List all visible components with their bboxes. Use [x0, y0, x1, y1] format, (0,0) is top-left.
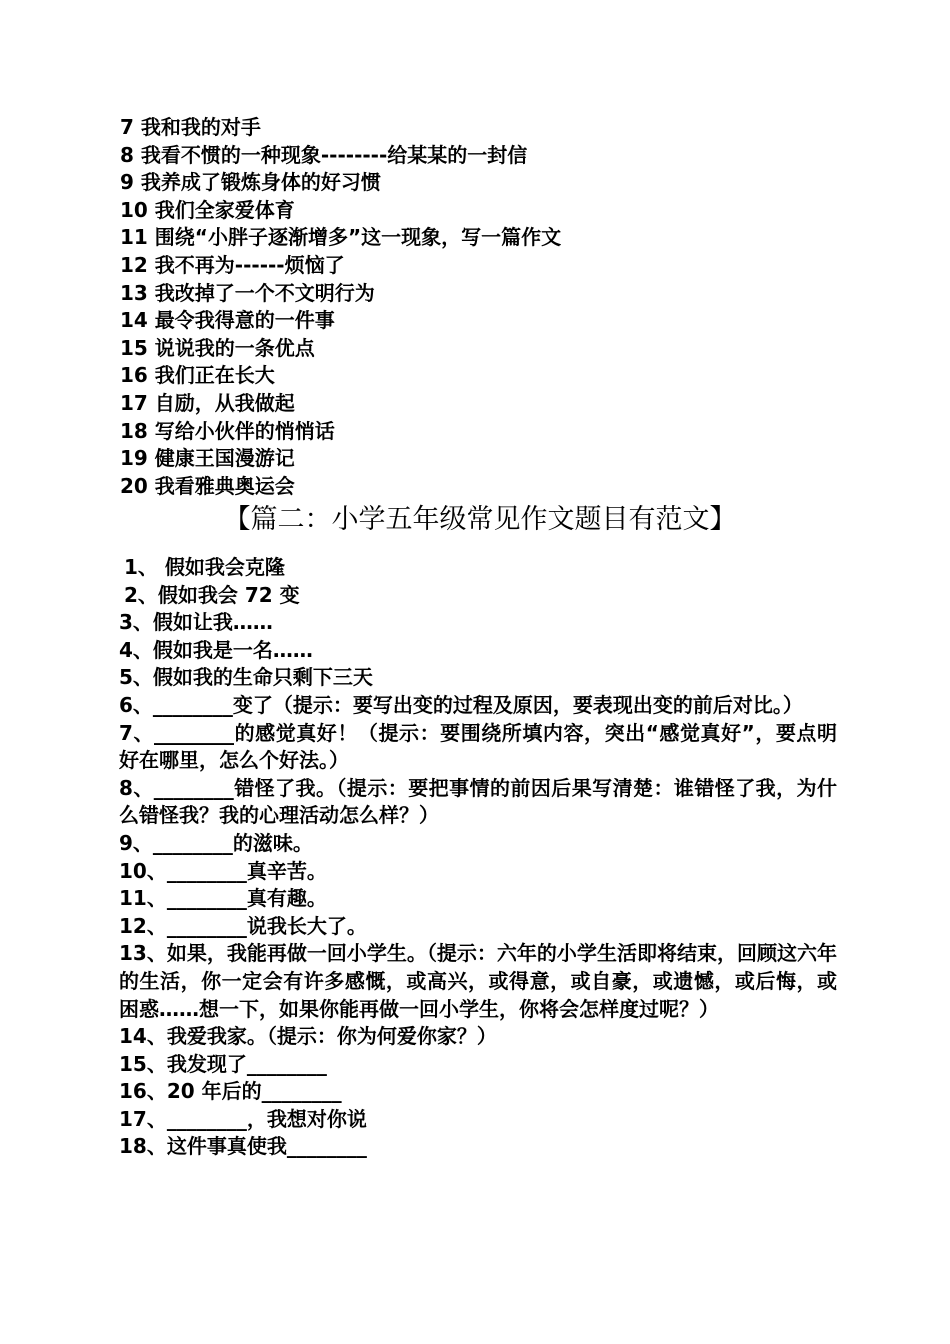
list-item: 17 自励，从我做起 — [120, 390, 295, 415]
list-item: 1、 假如我会克隆 — [124, 555, 285, 579]
list-item: 19 健康王国漫游记 — [120, 446, 295, 471]
list-item: 12、________说我长大了。 — [119, 913, 367, 938]
list-item: 18 写给小伙伴的悄悄话 — [120, 418, 335, 443]
list-item: 2、假如我会 72 变 — [124, 582, 300, 607]
list-item: 10 我们全家爱体育 — [120, 197, 295, 222]
list-item: 5、假如我的生命只剩下三天 — [119, 665, 373, 690]
list-item: 13 我改掉了一个不文明行为 — [120, 280, 375, 305]
list-item: 15 说说我的一条优点 — [120, 335, 315, 360]
list-item: 11 围绕“小胖子逐渐增多”这一现象，写一篇作文 — [120, 225, 562, 250]
list-item: 6、________变了（提示：要写出变的过程及原因，要表现出变的前后对比。） — [119, 692, 803, 717]
list-item: 16 我们正在长大 — [120, 363, 275, 388]
list-item: 9、________的滋味。 — [119, 830, 313, 855]
topic-list — [120, 114, 840, 500]
list-item: 13、如果，我能再做一回小学生。（提示：六年的小学生活即将结束，回顾这六年的生活，你一定会有许多感慨，或高兴，或得意，或自豪，或遗憾，或后悔，或困惑……想一下，如果你能再做一回小学生，你将会怎样度过呢？） — [119, 941, 837, 1021]
list-item: 12 我不再为------烦恼了 — [120, 252, 345, 277]
section-title: 【篇二：小学五年级常见作文题目有范文】 — [223, 504, 737, 535]
list-item: 10、________真辛苦。 — [119, 858, 327, 883]
list-item: 20 我看雅典奥运会 — [120, 473, 295, 498]
list-item: 18、这件事真使我________ — [119, 1134, 367, 1159]
list-item: 8、________错怪了我。（提示：要把事情的前因后果写清楚：谁错怪了我，为什么错怪我？我的心理活动怎么样？） — [119, 775, 837, 828]
list-item: 4、假如我是一名…… — [119, 637, 313, 662]
list-item: 7 我和我的对手 — [120, 115, 261, 139]
list-item: 7、________的感觉真好！（提示：要围绕所填内容，突出“感觉真好”，要点明好在哪里，怎么个好法。） — [119, 720, 837, 773]
list-item: 14、我爱我家。（提示：你为何爱你家？） — [119, 1024, 497, 1049]
list-item: 15、我发现了________ — [119, 1051, 327, 1076]
list-item: 9 我养成了锻炼身体的好习惯 — [120, 170, 381, 195]
list-item: 3、假如让我…… — [119, 610, 273, 635]
list-item: 17、________，我想对你说 — [119, 1106, 367, 1131]
essay-topic-list — [115, 554, 837, 1161]
list-item: 16、20 年后的________ — [119, 1079, 342, 1104]
list-item: 11、________真有趣。 — [119, 886, 327, 911]
list-item: 14 最令我得意的一件事 — [120, 308, 335, 333]
list-item: 8 我看不惯的一种现象--------给某某的一封信 — [120, 142, 528, 167]
